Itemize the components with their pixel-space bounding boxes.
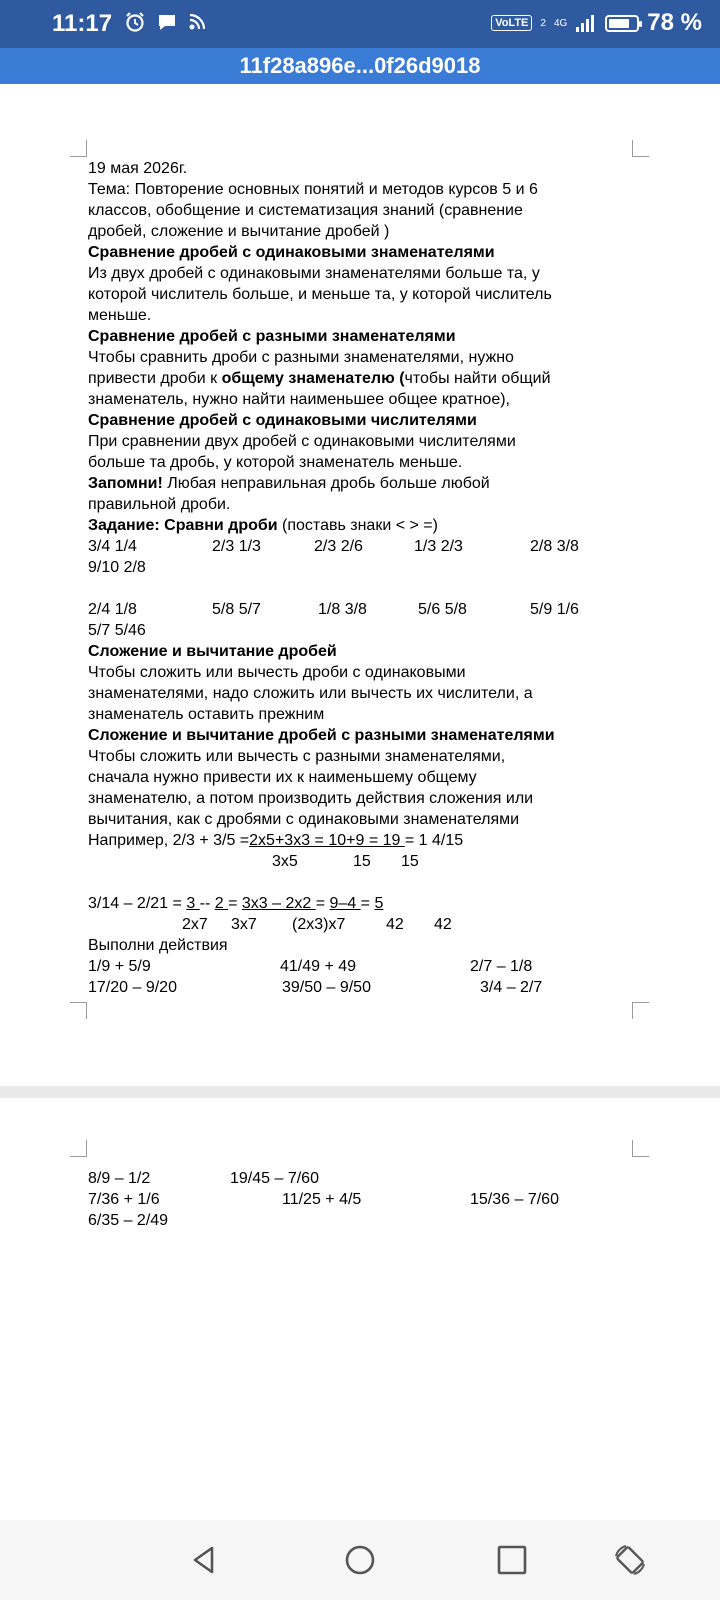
volte-sim: 2 [540,17,546,29]
document-body-page-2 [88,1168,688,1231]
exercise-row [88,956,688,977]
compare-item: 5/8 5/7 [212,601,261,618]
compare-row [88,599,688,620]
battery-icon [605,15,639,32]
doc-paragraph: знаменателю, а потом производить действия сложения или [88,790,534,807]
doc-paragraph: знаменателями, надо сложить или вычесть их числители, а [88,685,533,702]
doc-remember: правильной дроби. [88,496,231,513]
compare-item: 1/8 3/8 [318,601,367,618]
doc-heading: Выполни действия [88,937,228,954]
doc-paragraph: привести дроби к общему знаменателю (чтобы найти общий [88,370,551,387]
exercise-item: 6/35 – 2/49 [88,1212,169,1229]
margin-corner [70,140,87,157]
doc-paragraph: сначала нужно привести их к наименьшему общему [88,769,477,786]
doc-paragraph: больше та дробь, у которой знаменатель меньше. [88,454,463,471]
margin-corner [70,1140,87,1157]
doc-task: Задание: Сравни дроби (поставь знаки < > =) [88,517,438,534]
margin-corner [632,1002,649,1019]
doc-remember: Запомни! Любая неправильная дробь больше любой [88,475,490,492]
compare-item: 2/4 1/8 [88,601,137,618]
doc-paragraph: вычитания, как с дробями с одинаковыми знаменателями [88,811,520,828]
network-type: 4G [553,17,568,29]
doc-paragraph: Чтобы сложить или вычесть с разными знаменателями, [88,748,506,765]
doc-paragraph: Из двух дробей с одинаковыми знаменателями больше та, у [88,265,540,282]
doc-heading: Сложение и вычитание дробей [88,643,337,660]
exercise-row [88,1189,688,1210]
signal-icon [575,13,597,33]
example-line: Например, 2/3 + 3/5 =2x5+3x3 = 10+9 = 19 = 1 4/15 [88,832,464,849]
document-title-bar: 11f28a896e...0f26d9018 [0,48,720,84]
exercise-item: 39/50 – 9/50 [282,979,371,996]
compare-item: 5/6 5/8 [418,601,467,618]
back-icon[interactable] [186,1542,222,1578]
compare-item: 5/9 1/6 [530,601,579,618]
margin-corner [70,1002,87,1019]
status-time: 11:17 [52,10,113,37]
example-denominators: 3x5 15 15 [272,853,419,870]
doc-paragraph: Чтобы сравнить дроби с разными знаменателями, нужно [88,349,514,366]
wifi-icon [188,13,206,31]
doc-paragraph: При сравнении двух дробей с одинаковыми числителями [88,433,516,450]
compare-item: 5/7 5/46 [88,622,146,639]
exercise-item: 19/45 – 7/60 [230,1170,319,1187]
doc-topic: классов, обобщение и систематизация знаний (сравнение [88,202,523,219]
page-separator [0,1086,720,1098]
margin-corner [632,140,649,157]
exercise-item: 8/9 – 1/2 [88,1170,151,1187]
exercise-item: 3/4 – 2/7 [480,979,543,996]
status-bar [0,0,720,48]
exercise-item: 17/20 – 9/20 [88,979,177,996]
doc-paragraph: меньше. [88,307,152,324]
margin-corner [632,1140,649,1157]
doc-paragraph: Чтобы сложить или вычесть дроби с одинаковыми [88,664,466,681]
doc-heading: Сложение и вычитание дробей с разными знаменателями [88,727,555,744]
doc-topic: дробей, сложение и вычитание дробей ) [88,223,390,240]
compare-item: 2/3 1/3 [212,538,261,555]
doc-date: 19 мая 2026г. [88,160,188,177]
doc-paragraph: знаменатель, нужно найти наименьшее общее кратное), [88,391,510,408]
chat-icon [156,11,178,33]
doc-topic: Тема: Повторение основных понятий и методов курсов 5 и 6 [88,181,538,198]
document-page-1[interactable] [0,84,720,1086]
home-icon[interactable] [342,1542,378,1578]
volte-badge: VoLTE [491,15,532,31]
doc-heading: Сравнение дробей с разными знаменателями [88,328,456,345]
example-line: 3/14 – 2/21 = 3 -- 2 = 3x3 – 2x2 = 9–4 = 5 [88,895,384,912]
alarm-icon [124,11,146,33]
exercise-item: 41/49 + 49 [280,958,357,975]
exercise-item: 2/7 – 1/8 [470,958,533,975]
exercise-row [88,1168,688,1189]
doc-heading: Сравнение дробей с одинаковыми числителями [88,412,477,429]
doc-heading: Сравнение дробей с одинаковыми знаменателями [88,244,495,261]
navigation-bar [0,1520,720,1600]
compare-item: 9/10 2/8 [88,559,146,576]
compare-item: 1/3 2/3 [414,538,463,555]
compare-item: 3/4 1/4 [88,538,137,555]
battery-percent: 78 % [647,9,702,36]
compare-row [88,536,688,557]
rotate-icon[interactable] [612,1542,648,1578]
doc-paragraph: знаменатель оставить прежним [88,706,325,723]
compare-item: 2/8 3/8 [530,538,579,555]
doc-paragraph: которой числитель больше, и меньше та, у которой числитель [88,286,552,303]
exercise-item: 15/36 – 7/60 [470,1191,559,1208]
document-page-2[interactable] [0,1098,720,1518]
example-denominators: 2x7 3x7 (2x3)x7 42 42 [182,916,452,933]
compare-item: 2/3 2/6 [314,538,363,555]
document-body [88,158,688,998]
exercise-item: 7/36 + 1/6 [88,1191,160,1208]
exercise-row [88,977,688,998]
recents-icon[interactable] [494,1542,530,1578]
exercise-item: 1/9 + 5/9 [88,958,151,975]
exercise-item: 11/25 + 4/5 [282,1191,362,1208]
